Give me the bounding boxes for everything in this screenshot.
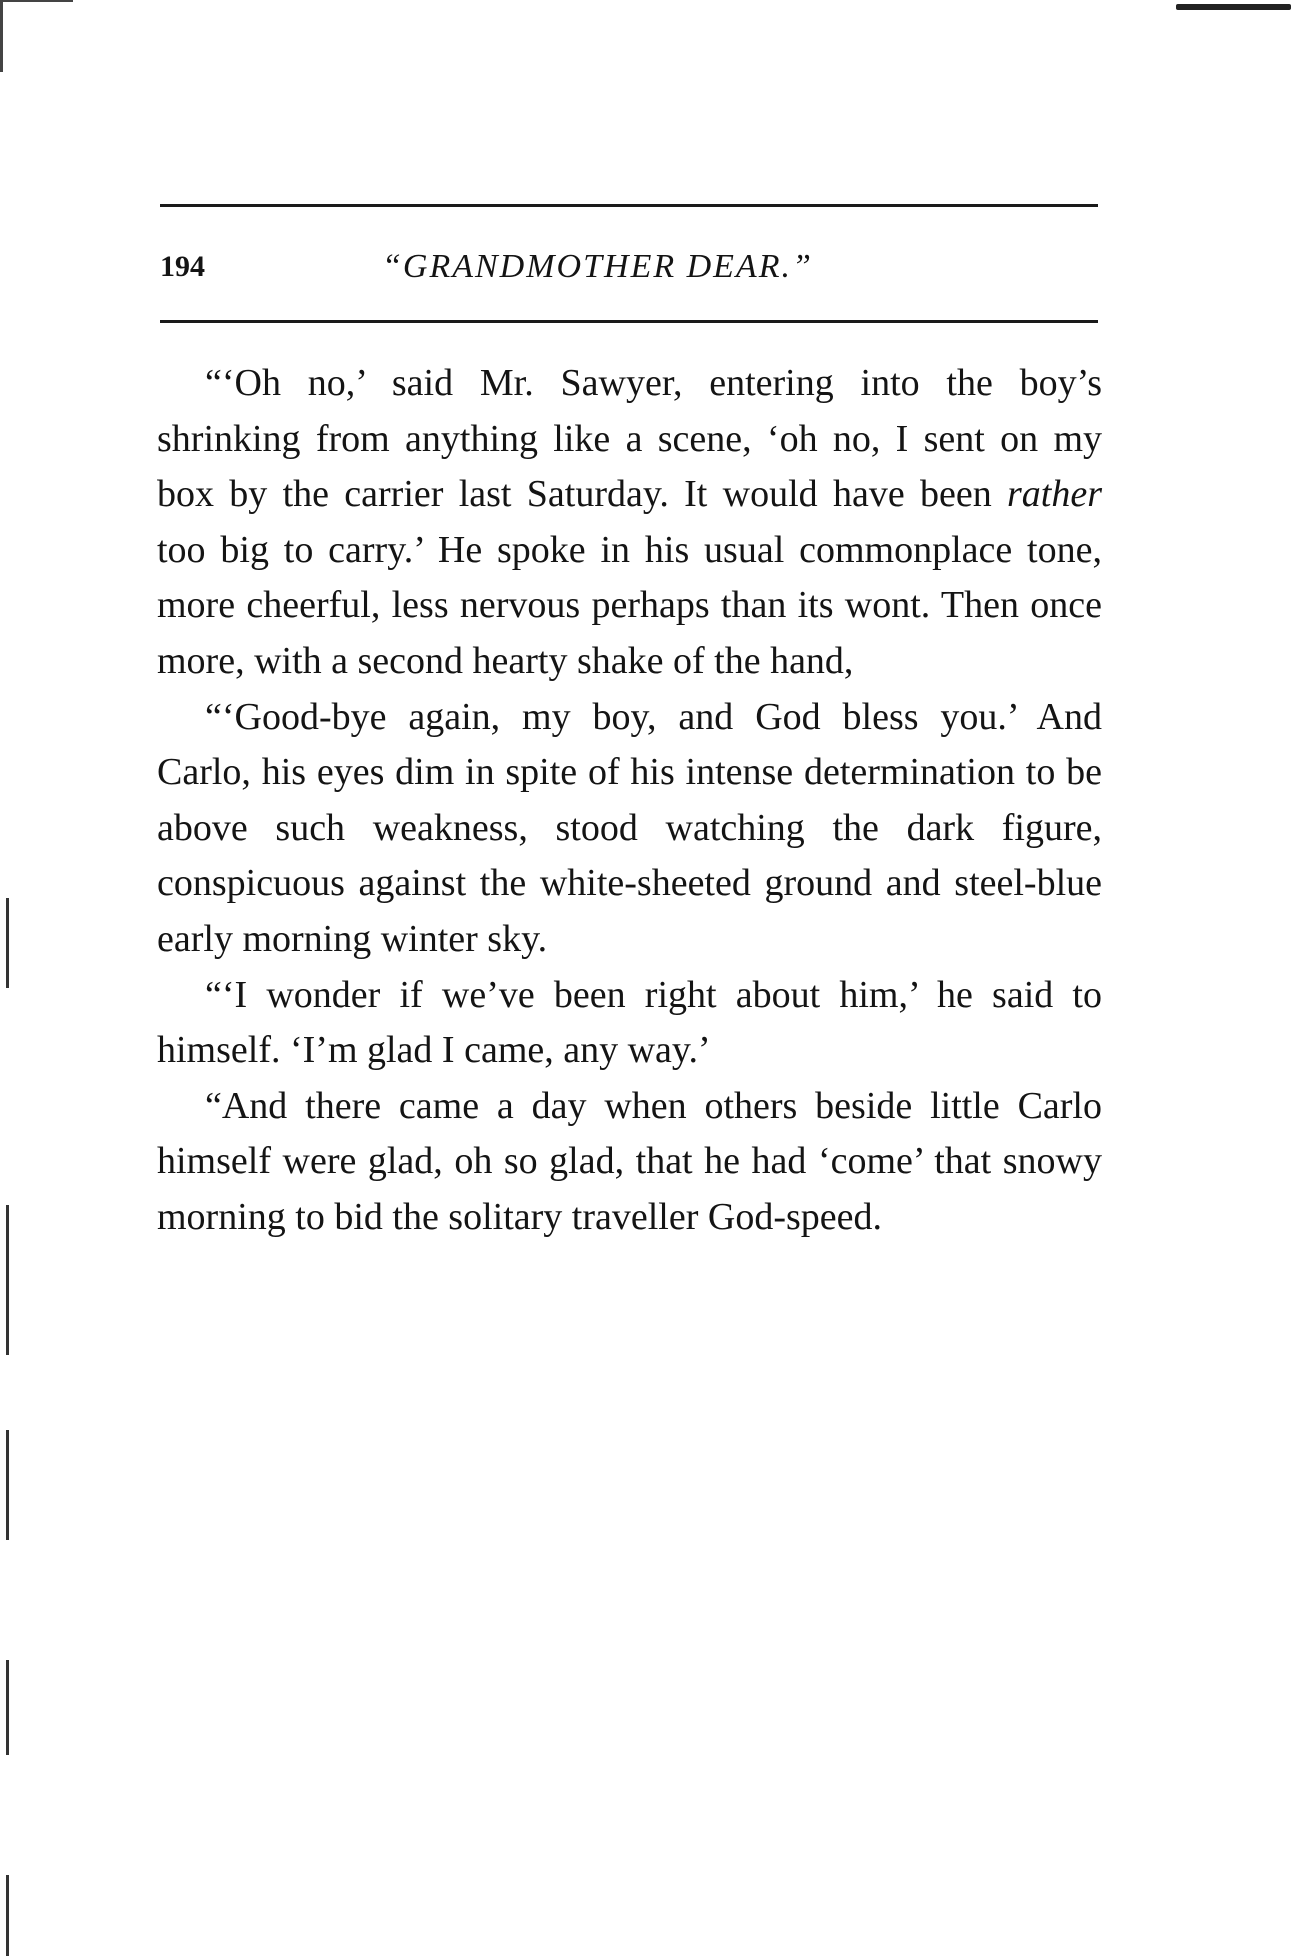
paragraph-text: too big to carry.’ He spoke in his usual commonplace tone, more cheerful, less nervous perhaps than its wont. Then once more, with a second hearty shake of the hand, [157, 528, 1102, 682]
header-rule-bottom [160, 320, 1098, 323]
scan-edge-mark [6, 1875, 9, 1956]
italic-word: rather [1007, 473, 1102, 516]
running-title: “GRANDMOTHER DEAR.” [382, 248, 813, 285]
scan-corner-mark [0, 0, 73, 72]
paragraph: “‘Good-bye again, my boy, and God bless you.’ And Carlo, his eyes dim in spite of his intense determination to be above such weakness, stood watching the dark figure, conspicuous against the white-sheeted ground and steel-blue early morning winter sky. [157, 695, 1102, 960]
scan-edge-mark [6, 898, 9, 988]
running-head [160, 242, 1098, 292]
scan-edge-mark [6, 1205, 9, 1355]
page-number: 194 [160, 250, 205, 283]
header-rule-top [160, 204, 1098, 207]
paragraph: “And there came a day when others beside little Carlo himself were glad, oh so glad, that he had ‘come’ that snowy morning to bid the solitary traveller God-speed. [157, 1084, 1102, 1238]
scan-edge-mark [1176, 4, 1291, 10]
page-body [157, 356, 1102, 1246]
scan-edge-mark [6, 1430, 9, 1540]
scan-edge-mark [6, 1660, 9, 1755]
paragraph [157, 356, 1102, 690]
paragraph-text: “‘Oh no,’ said Mr. Sawyer, entering into the boy’s shrinking from anything like a scene, ‘oh no, I sent on my box by the carrier last Saturday. It would have been [157, 362, 1102, 516]
paragraph: “‘I wonder if we’ve been right about him,’ he said to himself. ‘I’m glad I came, any way.’ [157, 973, 1102, 1072]
